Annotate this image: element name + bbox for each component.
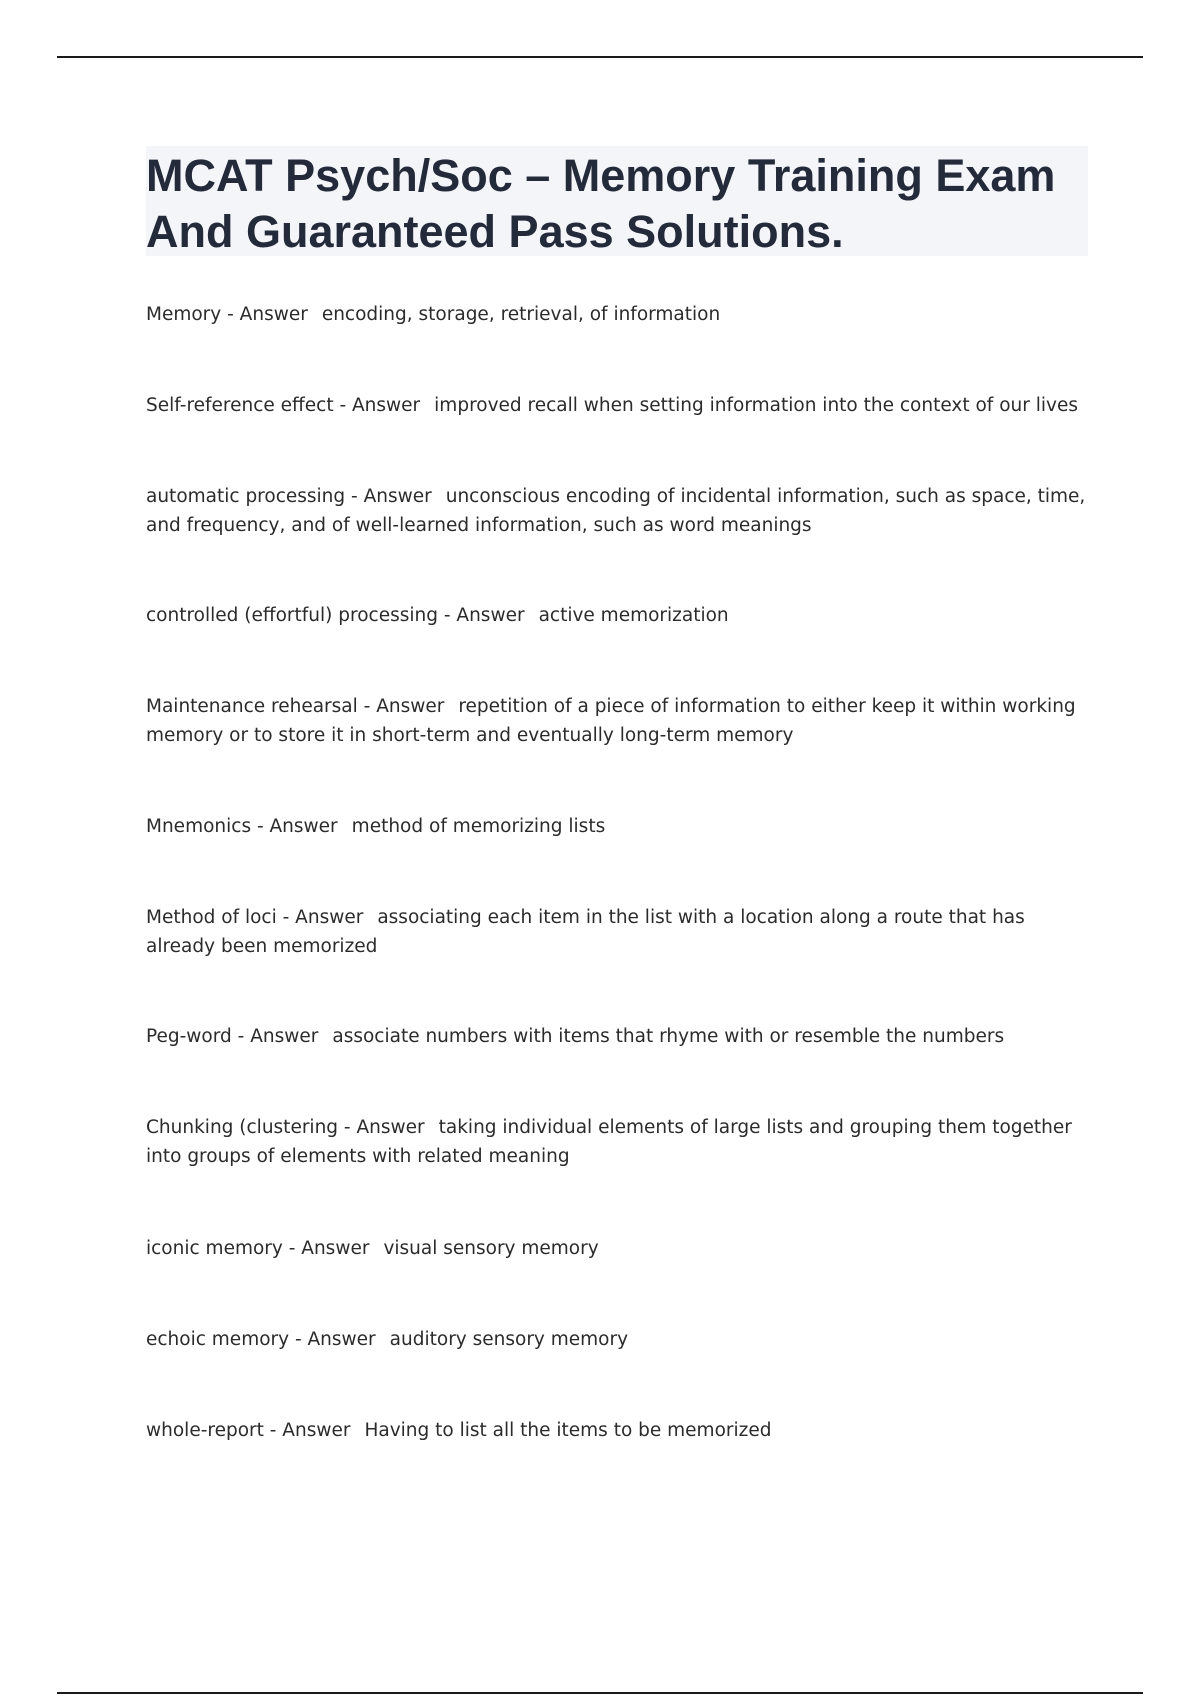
qa-entry [146, 903, 1088, 961]
entry-term: Maintenance rehearsal [146, 696, 358, 717]
entry-definition: method of memorizing lists [351, 816, 606, 837]
answer-separator: - Answer [263, 1420, 351, 1441]
entry-term: Chunking (clustering [146, 1117, 339, 1138]
entry-term: Mnemonics [146, 816, 252, 837]
qa-entry [146, 1325, 1088, 1354]
qa-entry [146, 1113, 1088, 1171]
document-title: MCAT Psych/Soc – Memory Training Exam And Guaranteed Pass Solutions. [146, 150, 1056, 257]
qa-entry [146, 1234, 1088, 1263]
answer-separator: - Answer [345, 486, 432, 507]
entry-term: Method of loci [146, 907, 277, 928]
entry-term: Memory [146, 304, 222, 325]
entry-definition: repetition of a piece of information to either keep it within working memory or to store it in short-term and eventually long-term memory [146, 696, 1076, 746]
qa-entry [146, 1022, 1088, 1051]
answer-separator: - Answer [282, 1238, 370, 1259]
qa-entry [146, 601, 1088, 630]
entry-term: iconic memory [146, 1238, 283, 1259]
entry-definition: encoding, storage, retrieval, of information [321, 304, 721, 325]
answer-separator: - Answer [338, 1117, 425, 1138]
qa-entry [146, 300, 1088, 329]
answer-separator: - Answer [333, 395, 421, 416]
qa-entry [146, 692, 1088, 750]
entry-term: echoic memory [146, 1329, 290, 1350]
entry-definition: visual sensory memory [383, 1238, 599, 1259]
entry-definition: improved recall when setting information into the context of our lives [434, 395, 1078, 416]
answer-separator: - Answer [221, 304, 308, 325]
answer-separator: - Answer [289, 1329, 376, 1350]
answer-separator: - Answer [251, 816, 338, 837]
entry-definition: Having to list all the items to be memorized [364, 1420, 772, 1441]
entry-term: Self-reference effect [146, 395, 334, 416]
qa-entry [146, 1416, 1088, 1445]
entry-term: automatic processing [146, 486, 346, 507]
answer-separator: - Answer [437, 605, 525, 626]
answer-separator: - Answer [276, 907, 364, 928]
entry-definition: auditory sensory memory [389, 1329, 629, 1350]
answer-separator: - Answer [231, 1026, 319, 1047]
bottom-rule [57, 1692, 1143, 1694]
entry-term: whole-report [146, 1420, 264, 1441]
entry-term: Peg-word [146, 1026, 232, 1047]
qa-entry [146, 482, 1088, 540]
entry-definition: active memorization [538, 605, 729, 626]
entry-definition: taking individual elements of large lists and grouping them together into groups of elements with related meaning [146, 1117, 1072, 1167]
qa-entry [146, 812, 1088, 841]
top-rule [57, 56, 1143, 58]
entry-definition: associating each item in the list with a location along a route that has already been memorized [146, 907, 1025, 957]
entry-definition: unconscious encoding of incidental information, such as space, time, and frequency, and of well-learned information, such as word meanings [146, 486, 1086, 536]
answer-separator: - Answer [357, 696, 445, 717]
qa-entry [146, 391, 1088, 420]
title-block [146, 146, 1088, 256]
entry-definition: associate numbers with items that rhyme with or resemble the numbers [332, 1026, 1005, 1047]
entry-term: controlled (effortful) processing [146, 605, 438, 626]
